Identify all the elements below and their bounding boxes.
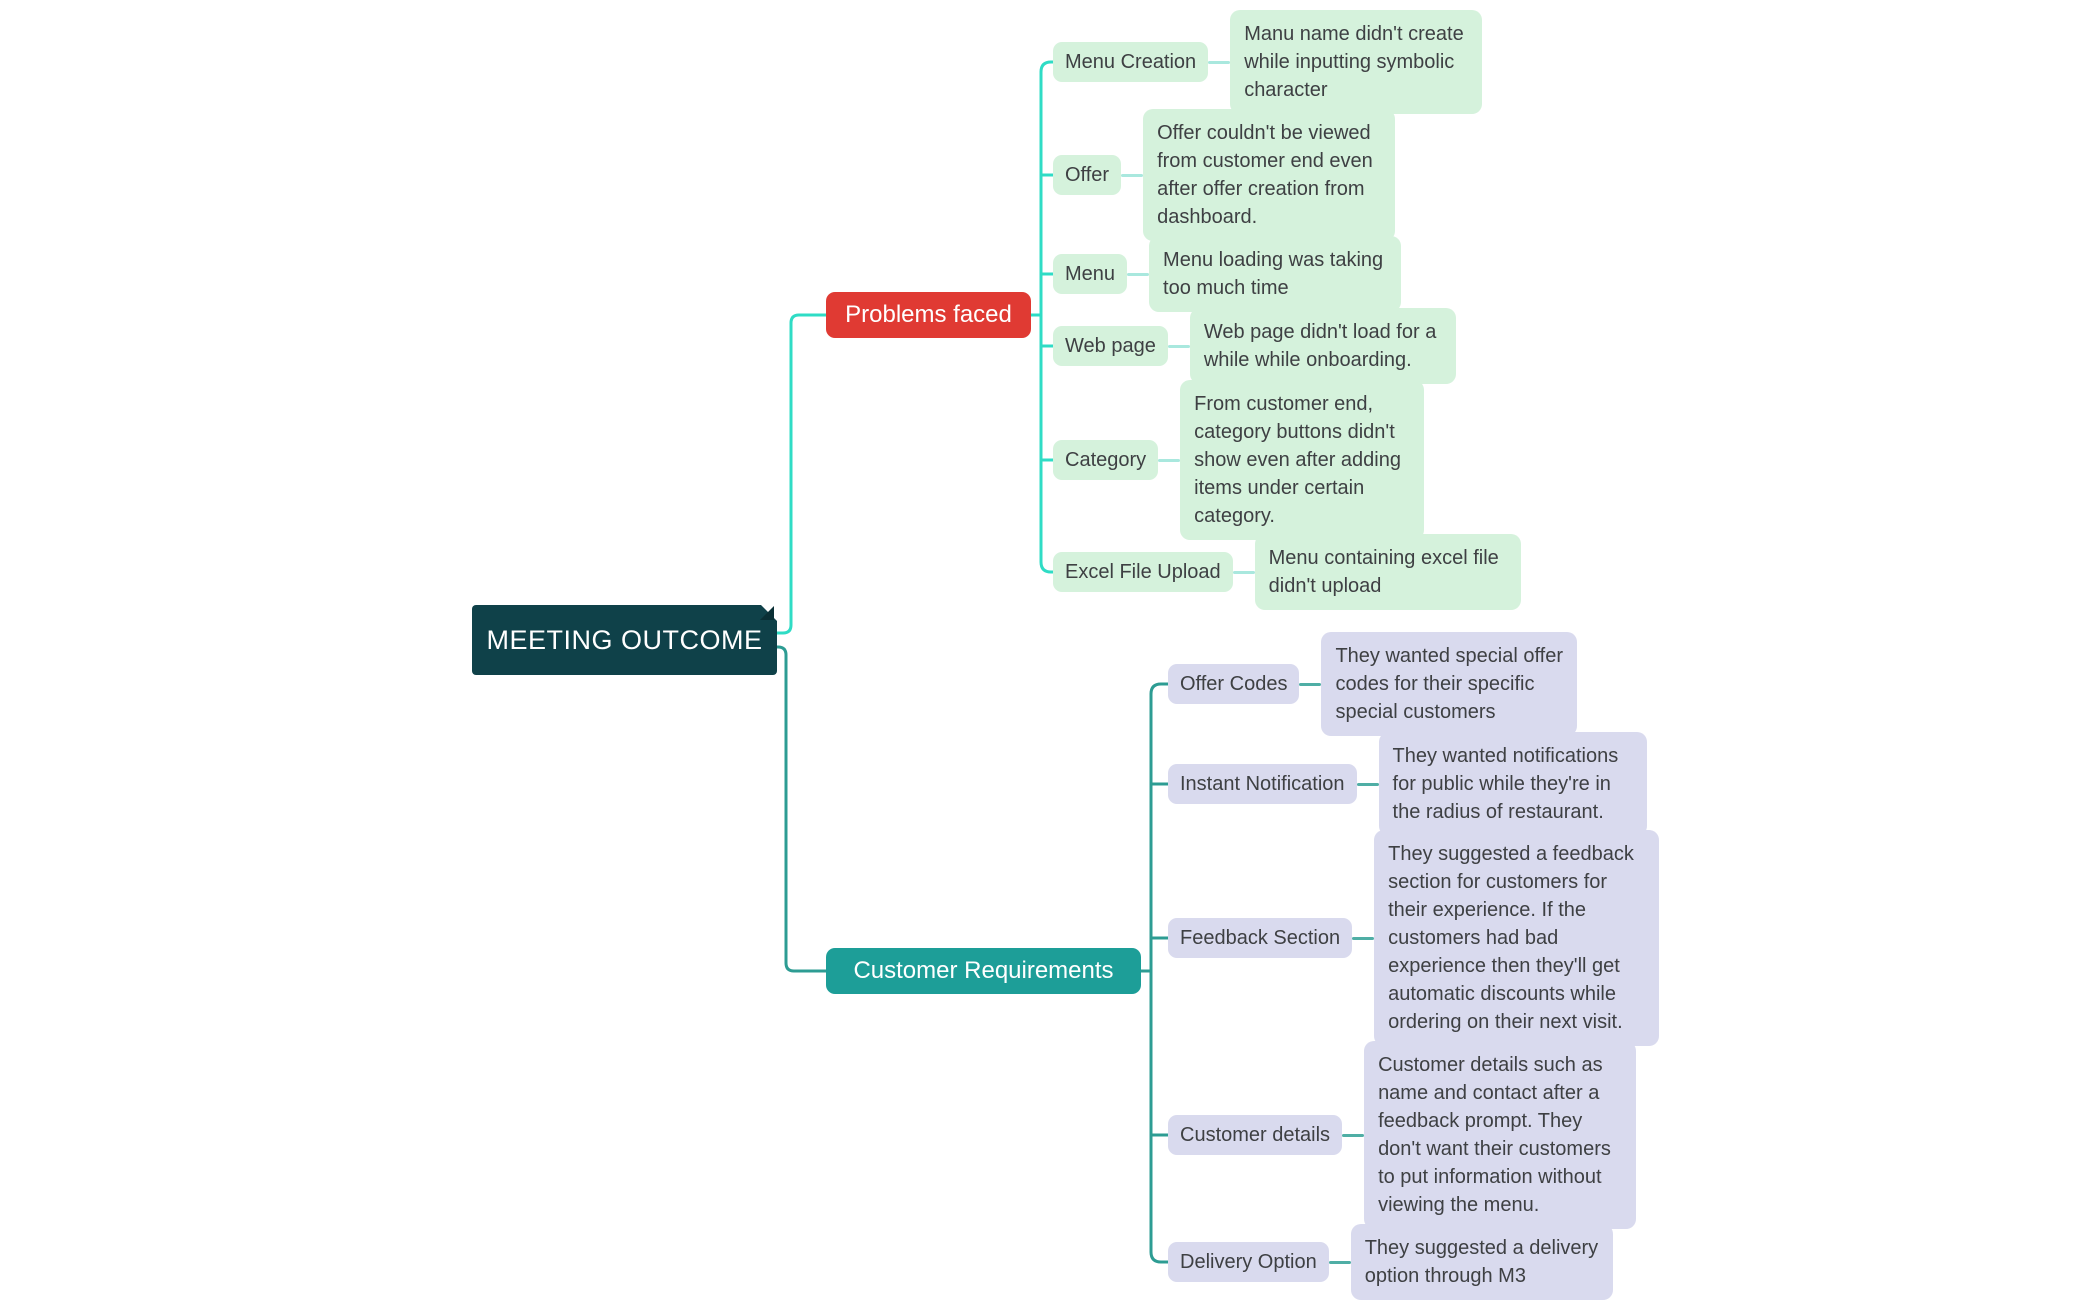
child-row-web-page (1053, 308, 1456, 384)
child-note-customer-details[interactable]: Customer details such as name and contact after a feedback prompt. They don't want their customers to put information without viewing the menu. (1364, 1041, 1636, 1229)
child-row-menu-creation (1053, 10, 1482, 114)
child-row-instant-notification (1168, 732, 1647, 836)
node-note-connector (1342, 1134, 1364, 1137)
child-note-instant-notification[interactable]: They wanted notifications for public while they're in the radius of restaurant. (1379, 732, 1647, 836)
child-row-excel-file-upload (1053, 534, 1521, 610)
node-note-connector (1127, 273, 1149, 276)
child-node-offer[interactable]: Offer (1053, 155, 1121, 195)
child-node-delivery-option[interactable]: Delivery Option (1168, 1242, 1329, 1282)
node-note-connector (1233, 571, 1255, 574)
branch-node-customer-requirements[interactable] (826, 948, 1141, 994)
root-node-meeting-outcome[interactable] (472, 605, 777, 675)
child-row-offer (1053, 109, 1395, 241)
child-node-web-page[interactable]: Web page (1053, 326, 1168, 366)
child-row-offer-codes (1168, 632, 1577, 736)
node-note-connector (1352, 937, 1374, 940)
node-note-connector (1357, 783, 1379, 786)
node-note-connector (1121, 174, 1143, 177)
child-note-delivery-option[interactable]: They suggested a delivery option through M3 (1351, 1224, 1613, 1300)
child-node-instant-notification[interactable]: Instant Notification (1168, 764, 1357, 804)
branch-node-label: Customer Requirements (853, 957, 1114, 984)
child-node-menu[interactable]: Menu (1053, 254, 1127, 294)
child-node-feedback-section[interactable]: Feedback Section (1168, 918, 1352, 958)
node-note-connector (1329, 1261, 1351, 1264)
child-note-web-page[interactable]: Web page didn't load for a while while onboarding. (1190, 308, 1456, 384)
child-row-category (1053, 380, 1424, 540)
child-note-menu[interactable]: Menu loading was taking too much time (1149, 236, 1401, 312)
child-node-menu-creation[interactable]: Menu Creation (1053, 42, 1208, 82)
child-note-category[interactable]: From customer end, category buttons didn't show even after adding items under certain category. (1180, 380, 1424, 540)
child-note-offer[interactable]: Offer couldn't be viewed from customer end even after offer creation from dashboard. (1143, 109, 1395, 241)
child-note-offer-codes[interactable]: They wanted special offer codes for their specific special customers (1321, 632, 1577, 736)
child-row-feedback-section (1168, 830, 1659, 1046)
root-node-label: MEETING OUTCOME (486, 624, 763, 655)
node-note-connector (1299, 683, 1321, 686)
child-note-menu-creation[interactable]: Manu name didn't create while inputting symbolic character (1230, 10, 1482, 114)
node-note-connector (1168, 345, 1190, 348)
child-node-offer-codes[interactable]: Offer Codes (1168, 664, 1299, 704)
child-node-customer-details[interactable]: Customer details (1168, 1115, 1342, 1155)
child-row-menu (1053, 236, 1401, 312)
child-node-category[interactable]: Category (1053, 440, 1158, 480)
child-row-customer-details (1168, 1041, 1636, 1229)
child-note-feedback-section[interactable]: They suggested a feedback section for customers for their experience. If the customers had bad experience then they'll get automatic discounts while ordering on their next visit. (1374, 830, 1659, 1046)
child-row-delivery-option (1168, 1224, 1613, 1300)
folded-corner-flap-icon (760, 606, 774, 620)
child-note-excel-file-upload[interactable]: Menu containing excel file didn't upload (1255, 534, 1521, 610)
node-note-connector (1158, 459, 1180, 462)
branch-node-label: Problems faced (845, 301, 1012, 328)
node-note-connector (1208, 61, 1230, 64)
child-node-excel-file-upload[interactable]: Excel File Upload (1053, 552, 1233, 592)
branch-node-problems-faced[interactable] (826, 292, 1031, 338)
